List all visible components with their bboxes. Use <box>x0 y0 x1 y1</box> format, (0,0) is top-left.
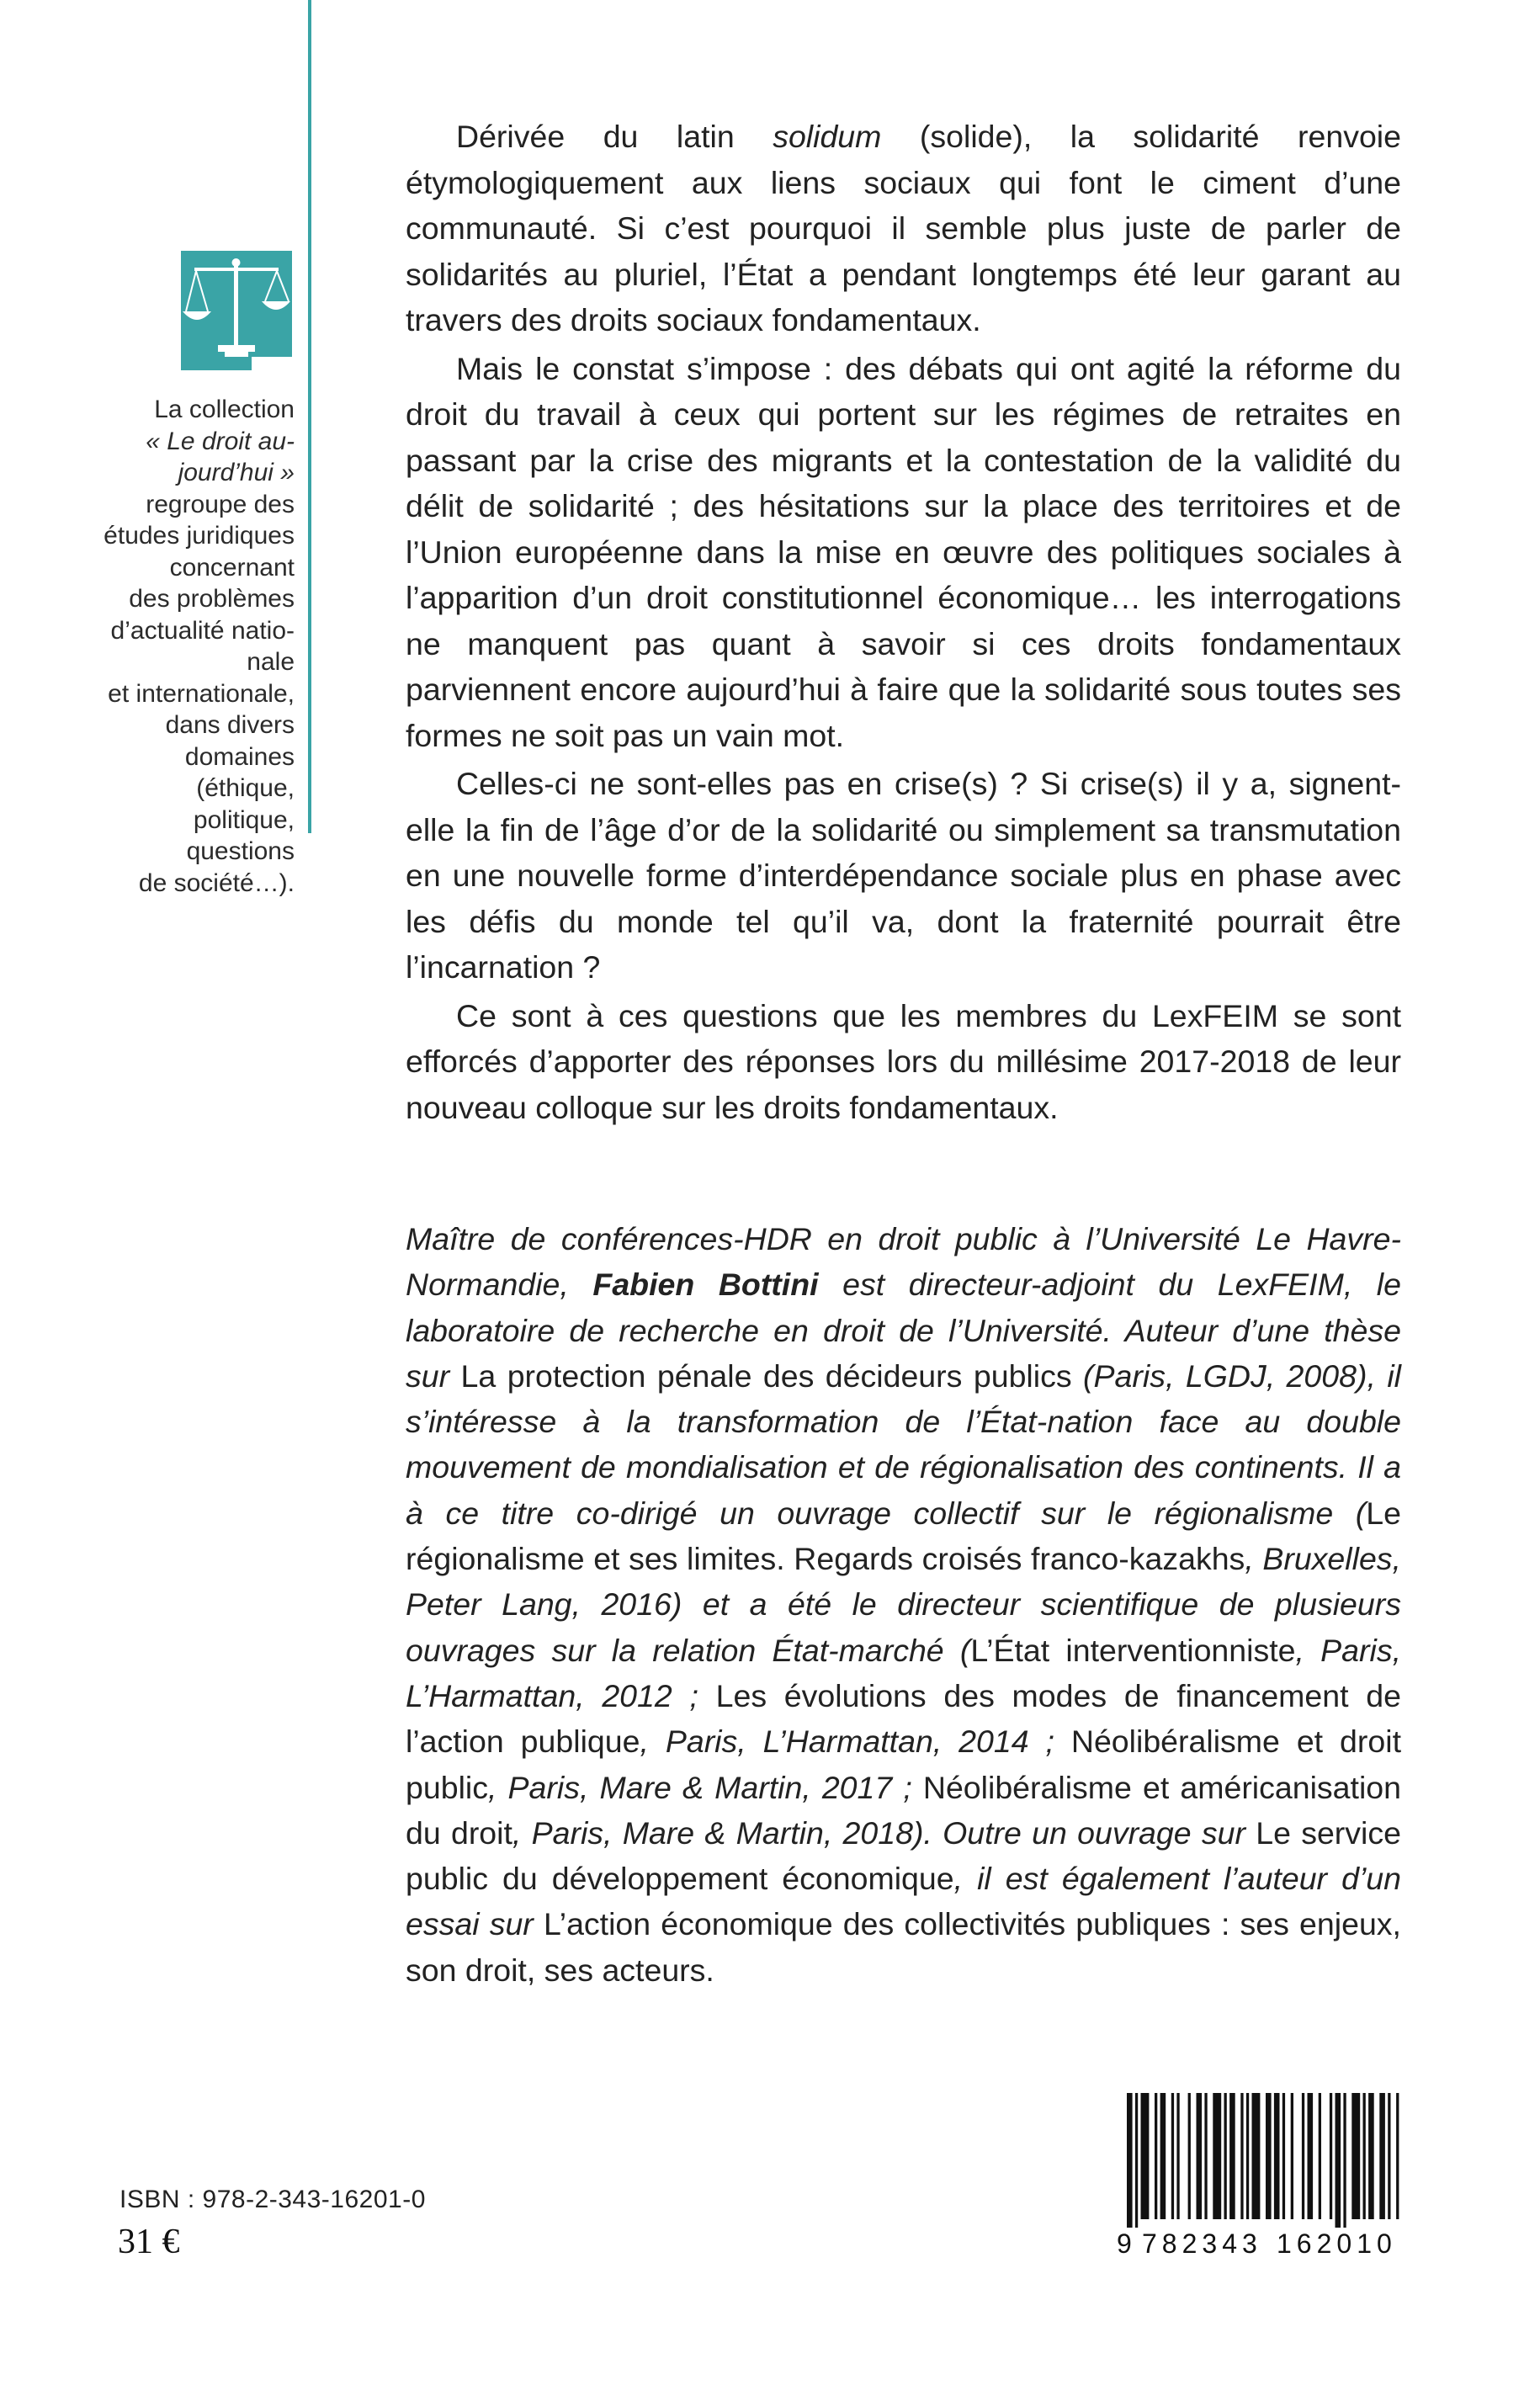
barcode-bar <box>1396 2093 1399 2219</box>
barcode-bar <box>1336 2093 1341 2228</box>
barcode-bar <box>1204 2093 1207 2219</box>
bio-text: est directeur-adjoint du LexFEIM, le laboratoire de recherche en droit de l’Université. Auteur d’une thèse sur <box>406 1267 1401 1394</box>
bio-text: , Paris, Mare & Martin, 2018). Outre un ouvrage sur <box>512 1814 1256 1851</box>
barcode-bar <box>1155 2093 1157 2219</box>
collection-line: politique, questions <box>186 805 295 865</box>
barcode-bar <box>1224 2093 1227 2219</box>
collection-line: La collection <box>154 396 295 423</box>
collection-line: nale <box>247 648 295 676</box>
barcode-first-digit: 9 <box>1117 2228 1132 2259</box>
summary-text: (solide), la solidarité renvoie étymologiquement aux liens sociaux qui font le ciment d’une communauté. Si c’est pourquoi il semble plus juste de parler de solidarités au pluriel, l’État a pendant longtemps été leur garant au travers des droits sociaux fondamentaux. <box>406 119 1401 337</box>
barcode-bar <box>1379 2093 1385 2219</box>
barcode-bar <box>1229 2093 1235 2219</box>
collection-line: d’actualité natio- <box>110 616 295 645</box>
barcode-bar <box>1282 2093 1285 2219</box>
author-biography <box>406 1216 1401 1993</box>
bio-book-title: Néolibéralisme et droit public <box>406 1724 1401 1805</box>
price-label: 31 € <box>118 2223 180 2261</box>
bio-text: , Paris, L’Harmattan, 2012 ; <box>406 1632 1402 1713</box>
summary-paragraph-2: Mais le constat s’impose : des débats qui ont agité la réforme du droit du travail à ceux qui portent sur les régimes de retraites en passant par la crise des migrants et la contestation de la validité du délit de solidarité ; des hésitations sur la place des territoires et de l’Union européenne dans la mise en œuvre des politiques sociales à l’apparition d’un droit constitutionnel économique… les interrogations ne manquent pas quant à savoir si ces droits fondamentaux parviennent encore aujourd’hui à faire que la solidarité sous toutes ses formes ne soit pas un vain mot. <box>406 350 1401 753</box>
summary-text: Dérivée du latin <box>456 119 773 154</box>
summary-paragraph-4: Ce sont à ces questions que les membres du LexFEIM se sont efforcés d’apporter des réponses lors du millésime 2017-2018 de leur nouveau colloque sur les droits fondamentaux. <box>406 997 1401 1125</box>
bio-text: (Paris, LGDJ, 2008), il s’intéresse à la transformation de l’État-nation face au double mouvement de mondialisation et de régionalisation des continents. Il a à ce titre co-dirigé un ouvrage collectif sur le régionalisme ( <box>406 1357 1401 1531</box>
barcode-bar <box>1246 2093 1249 2219</box>
barcode-bar <box>1368 2093 1374 2219</box>
barcode-bar <box>1291 2093 1293 2219</box>
bio-text: . <box>705 1952 714 1988</box>
scales-of-justice-logo <box>181 251 292 370</box>
barcode-bars <box>1117 2093 1414 2228</box>
collection-line: dans divers <box>165 711 295 739</box>
collection-line: concernant <box>169 553 295 582</box>
collection-line: et internationale, <box>108 679 295 708</box>
barcode-bar <box>1141 2093 1150 2219</box>
barcode-right-group: 162010 <box>1277 2228 1397 2259</box>
collection-title-line: jourd’hui » <box>178 459 295 486</box>
barcode-bar <box>1197 2093 1203 2219</box>
collection-line: études juridiques <box>104 522 295 550</box>
barcode-bar <box>1213 2093 1221 2219</box>
summary-latin-term: solidum <box>773 119 882 154</box>
collection-line: domaines (éthique, <box>184 742 295 802</box>
barcode-bar <box>1388 2093 1390 2219</box>
barcode-bar <box>1319 2093 1321 2219</box>
collection-title-line: « Le droit au- <box>146 427 295 455</box>
book-summary <box>406 114 1401 1133</box>
collection-line: de société…). <box>138 868 295 897</box>
vertical-divider-line <box>308 0 311 833</box>
barcode-bar <box>1188 2093 1191 2219</box>
barcode-bar <box>1176 2093 1179 2219</box>
barcode-bar <box>1127 2093 1133 2228</box>
barcode-left-group: 782343 <box>1142 2228 1262 2259</box>
bio-text: , Paris, Mare & Martin, 2017 ; <box>487 1769 923 1805</box>
summary-paragraph-3: Celles-ci ne sont-elles pas en crise(s) ? Si crise(s) il y a, signent-elle la fin de l’âge d’or de la solidarité ou simplement sa transmutation en une nouvelle forme d’interdépendance sociale plus en phase avec les défis du monde tel qu’il va, dont la fraternité pourrait être l’incarnation ? <box>406 766 1401 985</box>
bio-text: , Paris, L’Harmattan, 2014 ; <box>640 1724 1071 1760</box>
bio-book-title: Le régionalisme et ses limites. Regards croisés franco-kazakhs <box>406 1495 1401 1577</box>
bio-text: , Bruxelles, Peter Lang, 2016) et a été le directeur scientifique de plusieurs ouvrages sur la relation État-marché ( <box>406 1541 1401 1668</box>
barcode-bar <box>1343 2093 1346 2228</box>
bio-text: Maître de conférences-HDR en droit public à l’Université Le Havre-Normandie, <box>406 1221 1401 1303</box>
barcode-bar <box>1302 2093 1304 2219</box>
collection-description <box>101 394 295 899</box>
collection-line: des problèmes <box>129 585 295 613</box>
barcode-number <box>1117 2228 1414 2271</box>
scales-icon <box>181 251 292 370</box>
bio-text: , il est également l’auteur d’un essai sur <box>406 1861 1401 1942</box>
bio-book-title: Le service public du développement économique <box>406 1814 1401 1897</box>
bio-book-title: L’action économique des collectivités publiques : ses enjeux, son droit, ses acteurs <box>406 1906 1401 1988</box>
bio-book-title: L’État interventionniste <box>970 1632 1296 1668</box>
collection-line: regroupe des <box>146 490 295 518</box>
bio-book-title: Néolibéralisme et américanisation du droit <box>406 1769 1401 1851</box>
barcode-bar <box>1351 2093 1360 2219</box>
barcode-bar <box>1240 2093 1243 2219</box>
author-name: Fabien Bottini <box>592 1267 819 1303</box>
barcode-bar <box>1171 2093 1174 2219</box>
barcode-bar <box>1274 2093 1280 2219</box>
barcode-bar <box>1363 2093 1366 2219</box>
barcode-bar <box>1160 2093 1166 2219</box>
barcode-bar <box>1266 2093 1272 2219</box>
bio-paragraph <box>406 1216 1401 1993</box>
summary-paragraph-1 <box>406 114 1401 343</box>
barcode-bar <box>1330 2093 1332 2219</box>
barcode-bar <box>1252 2093 1261 2219</box>
isbn-label: ISBN : 978-2-343-16201-0 <box>119 2186 426 2213</box>
bio-book-title: La protection pénale des décideurs publics <box>460 1357 1072 1394</box>
bio-book-title: Les évolutions des modes de financement de l’action publique <box>406 1677 1401 1760</box>
barcode-bar <box>1135 2093 1138 2228</box>
barcode-bar <box>1308 2093 1314 2219</box>
